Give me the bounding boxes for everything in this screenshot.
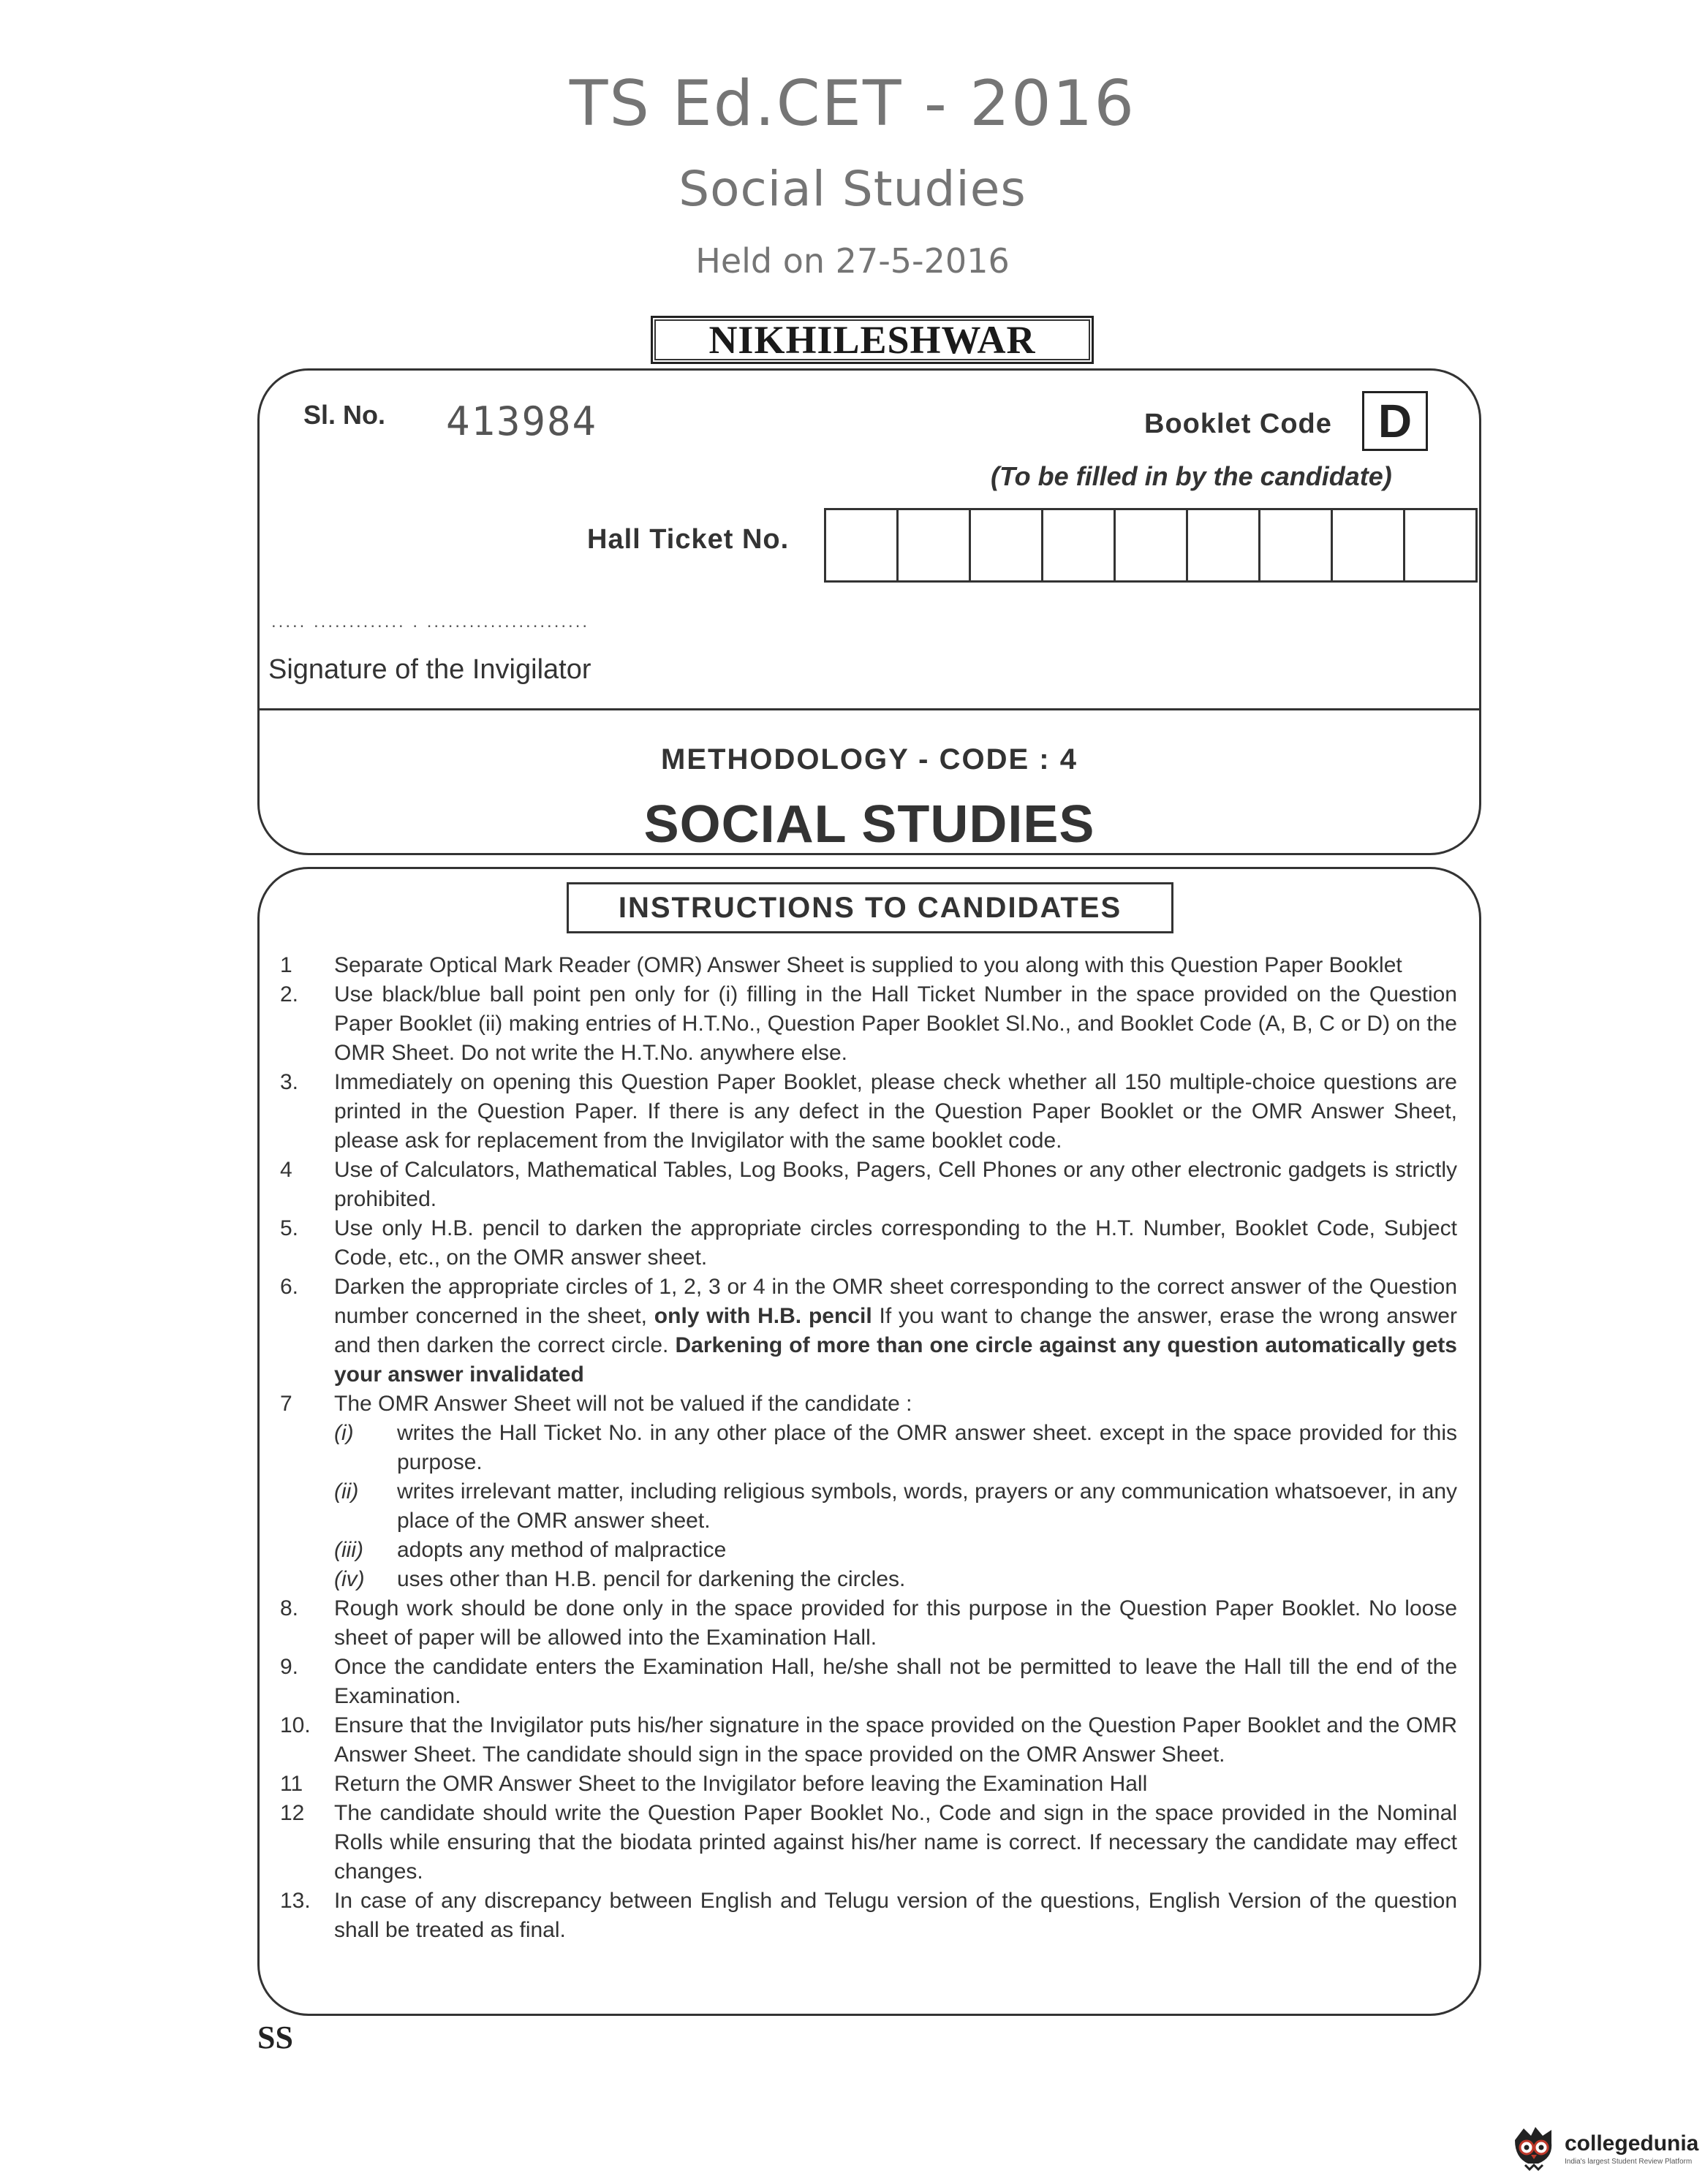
hall-ticket-boxes <box>824 508 1478 583</box>
item-number: 5. <box>280 1216 299 1240</box>
item-text: Use only H.B. pencil to darken the appropriate circles corresponding to the H.T. Number, Booklet Code, Subject Code, etc., on the OMR answer sheet. <box>334 1216 1457 1270</box>
serial-number-value: 413984 <box>446 398 598 444</box>
item-text-part: Darken the appropriate circles of 1, 2, 3 or 4 in the OMR sheet corresponding to the correct answer of the Question number concerned in the sheet, <box>334 1275 1457 1328</box>
document-title: TS Ed.CET - 2016 <box>569 67 1136 140</box>
hall-ticket-cell <box>1043 510 1116 580</box>
item-text: Return the OMR Answer Sheet to the Invigilator before leaving the Examination Hall <box>334 1772 1148 1796</box>
hall-ticket-cell <box>1405 510 1478 580</box>
hall-ticket-label: Hall Ticket No. <box>587 524 790 555</box>
fill-note: (To be filled in by the candidate) <box>991 461 1392 491</box>
list-item <box>280 1156 1457 1214</box>
hall-ticket-cell <box>899 510 971 580</box>
exam-date: Held on 27-5-2016 <box>695 241 1010 281</box>
divider <box>260 708 1479 710</box>
item-text: Rough work should be done only in the space provided for this purpose in the Question Paper Booklet. No loose sheet of paper will be allowed into the Examination Hall. <box>334 1596 1457 1650</box>
list-item <box>280 1273 1457 1389</box>
sub-item-text: uses other than H.B. pencil for darkening the circles. <box>397 1567 906 1591</box>
serial-number-label: Sl. No. <box>303 400 386 430</box>
owl-mascot-icon <box>1509 2126 1557 2171</box>
sub-item-text: adopts any method of malpractice <box>397 1538 727 1562</box>
item-number: 9. <box>280 1655 299 1679</box>
item-text: Ensure that the Invigilator puts his/her signature in the space provided on the Question Paper Booklet and the OMR Answer Sheet. The candidate should sign in the space provided on the OMR Answer Sheet. <box>334 1713 1457 1767</box>
list-item <box>280 951 1457 980</box>
item-number: 6. <box>280 1275 299 1299</box>
list-item <box>280 1653 1457 1711</box>
hall-ticket-cell <box>1188 510 1260 580</box>
sub-item-number: (iv) <box>334 1567 365 1591</box>
list-item <box>280 1711 1457 1770</box>
item-number: 8. <box>280 1596 299 1620</box>
logo-tagline: India's largest Student Review Platform <box>1565 2158 1693 2166</box>
item-number: 10. <box>280 1713 311 1737</box>
signature-line: ..... ............. . ....................... <box>271 612 590 632</box>
sub-item-text: writes irrelevant matter, including religious symbols, words, prayers or any communication whatsoever, in any place of the OMR answer sheet. <box>397 1479 1457 1533</box>
instructions-list <box>280 951 1457 1945</box>
item-text: Use of Calculators, Mathematical Tables, Log Books, Pagers, Cell Phones or any other electronic gadgets is strictly prohibited. <box>334 1158 1457 1211</box>
item-text-part: If you want to change the answer, erase the wrong answer and then darken the correct circle. <box>334 1304 1457 1357</box>
instructions-box <box>257 867 1481 2016</box>
candidate-info-box <box>257 368 1481 855</box>
list-item <box>280 1770 1457 1799</box>
item-text-bold: Darkening of more than one circle against any question automatically gets your answer invalidated <box>334 1333 1457 1387</box>
sub-item-number: (iii) <box>334 1538 363 1562</box>
item-number: 11 <box>280 1772 303 1796</box>
signature-label: Signature of the Invigilator <box>268 654 591 685</box>
item-number: 2. <box>280 982 299 1006</box>
sub-list-item <box>334 1536 1457 1565</box>
hall-ticket-cell <box>1260 510 1333 580</box>
subject-title: SOCIAL STUDIES <box>643 795 1095 854</box>
item-text: The OMR Answer Sheet will not be valued if the candidate : <box>334 1392 912 1416</box>
list-item <box>280 1389 1457 1419</box>
item-text <box>334 1273 1457 1389</box>
hall-ticket-cell <box>1333 510 1405 580</box>
methodology-code: METHODOLOGY - CODE : 4 <box>661 743 1078 776</box>
item-text: Use black/blue ball point pen only for (i) filling in the Hall Ticket Number in the space provided on the Question Paper Booklet (ii) making entries of H.T.No., Question Paper Booklet Sl.No., and Booklet Code (A, B, C or D) on the OMR Sheet. Do not write the H.T.No. anywhere else. <box>334 982 1457 1065</box>
booklet-code-label: Booklet Code <box>1144 409 1332 439</box>
item-number: 1 <box>280 953 292 977</box>
footer-code: SS <box>257 2020 293 2055</box>
list-item <box>280 1068 1457 1156</box>
name-stamp: NIKHILESHWAR <box>651 316 1094 364</box>
item-text: Separate Optical Mark Reader (OMR) Answer Sheet is supplied to you along with this Question Paper Booklet <box>334 953 1402 977</box>
item-text: Once the candidate enters the Examination Hall, he/she shall not be permitted to leave the Hall till the end of the Examination. <box>334 1655 1457 1708</box>
item-text: The candidate should write the Question Paper Booklet No., Code and sign in the space provided in the Nominal Rolls while ensuring that the biodata printed against his/her name is correct. If necessary the candidate may effect changes. <box>334 1801 1457 1884</box>
sub-list <box>334 1419 1457 1594</box>
sub-list-item <box>334 1565 1457 1594</box>
document-subtitle: Social Studies <box>678 161 1027 217</box>
list-item <box>280 1887 1457 1945</box>
item-number: 12 <box>280 1801 305 1825</box>
instructions-heading: INSTRUCTIONS TO CANDIDATES <box>567 882 1173 933</box>
list-item <box>280 1594 1457 1653</box>
item-text-bold: only with H.B. pencil <box>654 1304 872 1328</box>
sub-item-number: (i) <box>334 1421 354 1445</box>
sub-item-number: (ii) <box>334 1479 359 1504</box>
logo-name: collegedunia <box>1565 2131 1699 2155</box>
list-item <box>280 1799 1457 1887</box>
sub-item-text: writes the Hall Ticket No. in any other place of the OMR answer sheet. except in the space provided for this purpose. <box>397 1421 1457 1474</box>
item-number: 3. <box>280 1070 299 1094</box>
hall-ticket-cell <box>826 510 899 580</box>
booklet-code-value: D <box>1362 391 1428 451</box>
hall-ticket-cell <box>1116 510 1188 580</box>
item-number: 7 <box>280 1392 292 1416</box>
item-text: Immediately on opening this Question Paper Booklet, please check whether all 150 multiple-choice questions are printed in the Question Paper. If there is any defect in the Question Paper Booklet or the OMR Answer Sheet, please ask for replacement from the Invigilator with the same booklet code. <box>334 1070 1457 1153</box>
sub-list-item <box>334 1477 1457 1536</box>
list-item <box>280 1214 1457 1273</box>
list-item <box>280 980 1457 1068</box>
item-text: In case of any discrepancy between English and Telugu version of the questions, English Version of the question shall be treated as final. <box>334 1889 1457 1942</box>
item-number: 13. <box>280 1889 311 1913</box>
item-number: 4 <box>280 1158 292 1182</box>
collegedunia-logo[interactable] <box>1509 2126 1699 2172</box>
sub-list-item <box>334 1419 1457 1477</box>
hall-ticket-cell <box>971 510 1043 580</box>
